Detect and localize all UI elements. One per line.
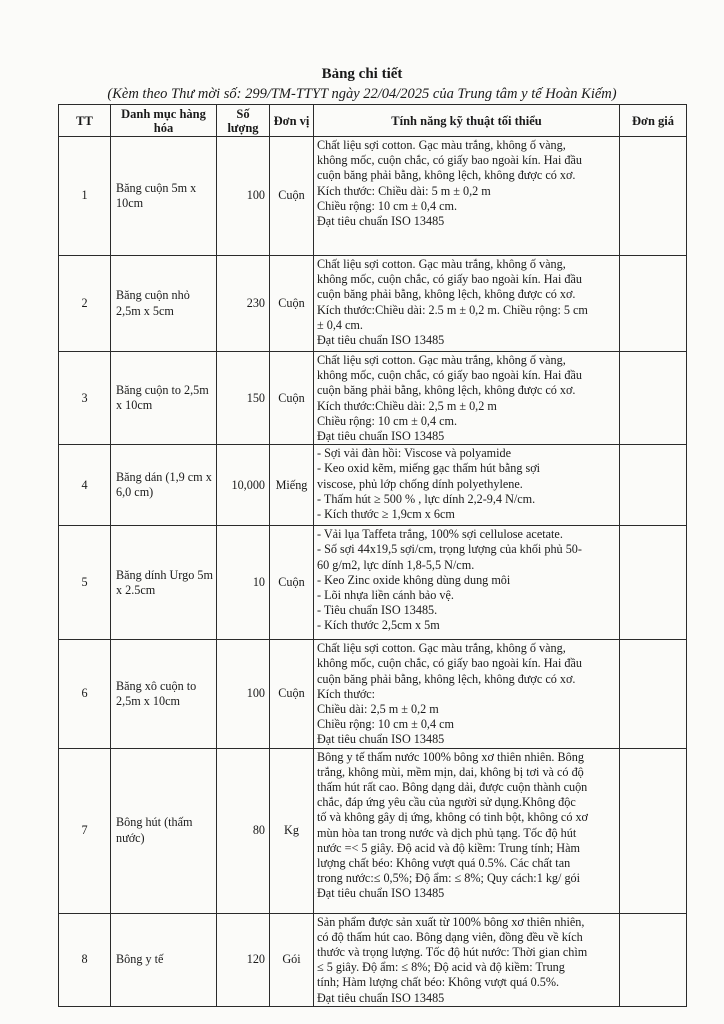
- spec-line: cuộn băng phải bằng, không lệch, không được có xơ.: [317, 287, 576, 302]
- spec-line: - Keo Zinc oxide không dùng dung môi: [317, 572, 511, 587]
- row-number: 4: [59, 445, 111, 526]
- spec-line: Chiều rộng: 10 cm ± 0,4 cm: [317, 717, 455, 732]
- row-number: 2: [59, 256, 111, 352]
- item-price: [620, 137, 687, 256]
- page-subtitle: (Kèm theo Thư mời số: 299/TM-TTYT ngày 22/04/2025 của Trung tâm y tế Hoàn Kiếm): [107, 86, 617, 102]
- table-row: [59, 526, 687, 640]
- spec-line: không mốc, cuộn chắc, có giấy bao ngoài kín. Hai đầu: [317, 368, 583, 383]
- item-spec: [314, 526, 620, 640]
- spec-line: Chất liệu sợi cotton. Gạc màu trắng, không ố vàng,: [317, 138, 566, 152]
- spec-line: - Vải lụa Taffeta trắng, 100% sợi cellulose acetate.: [317, 527, 563, 542]
- item-name: Băng cuộn 5m x 10cm: [111, 137, 217, 256]
- spec-line: Đạt tiêu chuẩn ISO 13485: [317, 886, 445, 901]
- spec-line: không mốc, cuộn chắc, có giấy bao ngoài kín. Hai đầu: [317, 272, 583, 287]
- header-spec: Tính năng kỹ thuật tối thiểu: [314, 105, 620, 137]
- spec-line: mùn hòa tan trong nước và dịch phủ tạng. Tốc độ hút: [317, 825, 577, 840]
- item-unit: Cuộn: [270, 526, 314, 640]
- item-spec: [314, 640, 620, 748]
- item-spec: [314, 137, 620, 256]
- spec-line: - Thấm hút ≥ 500 % , lực dính 2,2-9,4 N/cm.: [317, 491, 536, 506]
- spec-line: - Kích thước ≥ 1,9cm x 6cm: [317, 507, 455, 522]
- row-number: 1: [59, 137, 111, 256]
- table-row: [59, 913, 687, 1006]
- spec-line: trong nước:≤ 0,5%; Độ ẩm: ≤ 8%; Quy cách:1 kg/ gói: [317, 871, 581, 886]
- spec-line: Chất liệu sợi cotton. Gạc màu trắng, không ố vàng,: [317, 641, 566, 656]
- item-quantity: 100: [217, 640, 270, 748]
- spec-line: 60 g/m2, lực dính 1,8-5,5 N/cm.: [317, 557, 475, 572]
- item-price: [620, 526, 687, 640]
- spec-line: Đạt tiêu chuẩn ISO 13485: [317, 214, 445, 229]
- spec-line: trắng, không mùi, mềm mịn, dai, không bị tơi và có độ: [317, 764, 584, 779]
- spec-line: Đạt tiêu chuẩn ISO 13485: [317, 990, 445, 1005]
- spec-line: thước và trọng lượng. Tốc độ hút nước: Thời gian chìm: [317, 945, 588, 960]
- item-spec: [314, 913, 620, 1006]
- spec-line: - Kích thước 2,5cm x 5m: [317, 618, 440, 633]
- row-number: 6: [59, 640, 111, 748]
- spec-line: ≤ 5 giây. Độ ẩm: ≤ 8%; Độ acid và độ kiềm: Trung: [317, 960, 565, 975]
- item-spec: [314, 445, 620, 526]
- spec-line: Đạt tiêu chuẩn ISO 13485: [317, 732, 445, 747]
- item-price: [620, 640, 687, 748]
- spec-line: Sản phẩm được sản xuất từ 100% bông xơ thiên nhiên,: [317, 914, 585, 929]
- spec-line: - Số sợi 44x19,5 sợi/cm, trọng lượng của khối phủ 50-: [317, 542, 582, 557]
- spec-line: chắc, đáp ứng yêu cầu của người sử dụng.Không độc: [317, 795, 576, 810]
- item-spec: [314, 256, 620, 352]
- table-header-row: [59, 105, 687, 137]
- header-price: Đơn giá: [620, 105, 687, 137]
- header-tt: TT: [59, 105, 111, 137]
- item-quantity: 230: [217, 256, 270, 352]
- spec-line: Chiều rộng: 10 cm ± 0,4 cm.: [317, 413, 458, 428]
- page-title: Bảng chi tiết: [321, 66, 403, 82]
- spec-line: Chất liệu sợi cotton. Gạc màu trắng, không ố vàng,: [317, 257, 566, 271]
- item-quantity: 120: [217, 913, 270, 1006]
- item-spec: [314, 352, 620, 445]
- spec-line: Đạt tiêu chuẩn ISO 13485: [317, 333, 445, 348]
- header-name: Danh mục hàng hóa: [111, 105, 217, 137]
- item-unit: Gói: [270, 913, 314, 1006]
- item-name: Bông hút (thấm nước): [111, 748, 217, 913]
- spec-line: viscose, phủ lớp chống dính polyethylene.: [317, 476, 523, 491]
- spec-line: không mốc, cuộn chắc, có giấy bao ngoài kín. Hai đầu: [317, 153, 583, 168]
- spec-line: Đạt tiêu chuẩn ISO 13485: [317, 429, 445, 444]
- spec-line: Kích thước:Chiều dài: 2,5 m ± 0,2 m: [317, 398, 497, 413]
- item-quantity: 10: [217, 526, 270, 640]
- item-name: Băng cuộn to 2,5m x 10cm: [111, 352, 217, 445]
- spec-line: Kích thước: Chiều dài: 5 m ± 0,2 m: [317, 183, 491, 198]
- item-spec: [314, 748, 620, 913]
- table-row: [59, 137, 687, 256]
- table-row: [59, 445, 687, 526]
- spec-line: - Keo oxid kẽm, miếng gạc thấm hút bằng sợi: [317, 461, 541, 476]
- item-quantity: 150: [217, 352, 270, 445]
- spec-line: cuộn băng phải bằng, không lệch, không được có xơ.: [317, 383, 576, 398]
- item-unit: Cuộn: [270, 256, 314, 352]
- item-unit: Kg: [270, 748, 314, 913]
- table-row: [59, 352, 687, 445]
- spec-line: - Lõi nhựa liền cánh bảo vệ.: [317, 588, 454, 603]
- row-number: 7: [59, 748, 111, 913]
- spec-line: tố và không gây dị ứng, không có tinh bột, không có xơ: [317, 810, 588, 825]
- spec-line: cuộn băng phải bằng, không lệch, không được có xơ.: [317, 671, 576, 686]
- item-price: [620, 913, 687, 1006]
- header-qty: Số lượng: [217, 105, 270, 137]
- item-unit: Cuộn: [270, 640, 314, 748]
- item-unit: Cuộn: [270, 352, 314, 445]
- spec-line: Kích thước:Chiều dài: 2.5 m ± 0,2 m. Chiều rộng: 5 cm: [317, 302, 588, 317]
- item-unit: Cuộn: [270, 137, 314, 256]
- spec-line: có độ thấm hút cao. Bông dạng viên, đồng đều về kích: [317, 929, 583, 944]
- item-quantity: 10,000: [217, 445, 270, 526]
- item-price: [620, 445, 687, 526]
- spec-line: Kích thước:: [317, 686, 376, 701]
- item-price: [620, 352, 687, 445]
- item-price: [620, 256, 687, 352]
- spec-line: thấm hút rất cao. Bông dạng dải, được cuộn thành cuộn: [317, 780, 588, 795]
- item-price: [620, 748, 687, 913]
- item-name: Băng dán (1,9 cm x 6,0 cm): [111, 445, 217, 526]
- spec-line: cuộn băng phải bằng, không lệch, không được có xơ.: [317, 168, 576, 183]
- spec-line: Chiều rộng: 10 cm ± 0,4 cm.: [317, 198, 458, 213]
- spec-line: Bông y tế thấm nước 100% bông xơ thiên nhiên. Bông: [317, 749, 584, 764]
- spec-line: - Sợi vải đàn hồi: Viscose và polyamide: [317, 446, 512, 461]
- item-name: Băng cuộn nhỏ 2,5m x 5cm: [111, 256, 217, 352]
- spec-line: nước =< 5 giây. Độ acid và độ kiềm: Trung tính; Hàm: [317, 840, 580, 855]
- header-unit: Đơn vị: [270, 105, 314, 137]
- row-number: 8: [59, 913, 111, 1006]
- table-row: [59, 640, 687, 748]
- item-unit: Miếng: [270, 445, 314, 526]
- table-row: [59, 256, 687, 352]
- spec-line: tính; Hàm lượng chất béo: Không vượt quá 0.5%.: [317, 975, 560, 990]
- item-quantity: 100: [217, 137, 270, 256]
- row-number: 3: [59, 352, 111, 445]
- row-number: 5: [59, 526, 111, 640]
- table-row: [59, 748, 687, 913]
- spec-line: lượng chất béo: Không vượt quá 0.5%. Các chất tan: [317, 856, 571, 871]
- spec-line: ± 0,4 cm.: [317, 317, 363, 332]
- item-name: Băng dính Urgo 5m x 2.5cm: [111, 526, 217, 640]
- item-name: Băng xô cuộn to 2,5m x 10cm: [111, 640, 217, 748]
- spec-line: Chất liệu sợi cotton. Gạc màu trắng, không ố vàng,: [317, 353, 566, 367]
- detail-table: [58, 104, 687, 1007]
- spec-line: không mốc, cuộn chắc, có giấy bao ngoài kín. Hai đầu: [317, 656, 583, 671]
- item-quantity: 80: [217, 748, 270, 913]
- item-name: Bông y tế: [111, 913, 217, 1006]
- spec-line: Chiều dài: 2,5 m ± 0,2 m: [317, 702, 439, 717]
- spec-line: - Tiêu chuẩn ISO 13485.: [317, 603, 438, 618]
